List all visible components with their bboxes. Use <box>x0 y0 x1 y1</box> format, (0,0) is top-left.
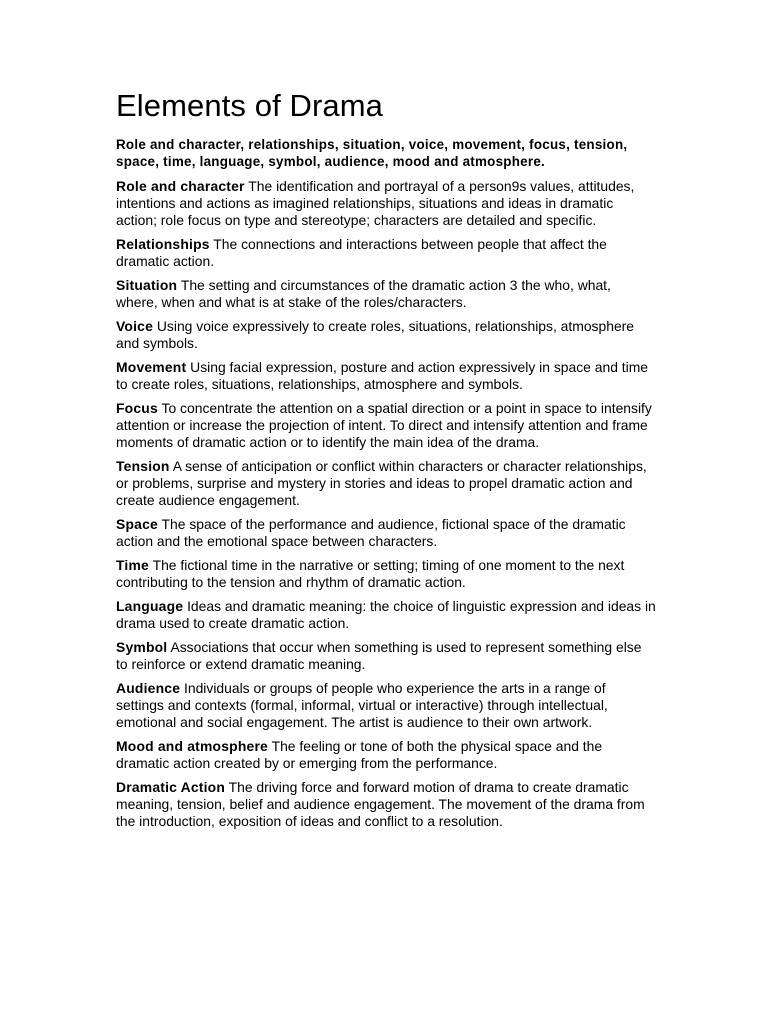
entry-term: Language <box>116 598 184 614</box>
entry-space <box>116 516 656 550</box>
entry-voice <box>116 318 656 352</box>
page-title: Elements of Drama <box>116 88 384 123</box>
entry-definition: The driving force and forward motion of drama to create dramatic meaning, tension, belief and audience engagement. The movement of the drama from the introduction, exposition of ideas and conflict to a resolution. <box>116 779 645 829</box>
entry-definition: Associations that occur when something is used to represent something else to reinforce or extend dramatic meaning. <box>116 639 642 672</box>
entry-audience <box>116 680 656 731</box>
entry-term: Tension <box>116 458 170 474</box>
entry-language <box>116 598 656 632</box>
entry-term: Relationships <box>116 236 210 252</box>
entry-definition: The fictional time in the narrative or setting; timing of one moment to the next contributing to the tension and rhythm of dramatic action. <box>116 557 625 590</box>
entry-definition: The feeling or tone of both the physical space and the dramatic action created by or emerging from the performance. <box>116 738 603 771</box>
entry-dramatic-action <box>116 779 656 830</box>
entry-definition: Using facial expression, posture and action expressively in space and time to create roles, situations, relationships, atmosphere and symbols. <box>116 359 649 392</box>
entry-situation <box>116 277 656 311</box>
entry-term: Voice <box>116 318 154 334</box>
entry-definition: The connections and interactions between people that affect the dramatic action. <box>116 236 607 269</box>
entry-term: Role and character <box>116 178 245 194</box>
entry-time <box>116 557 656 591</box>
entry-term: Space <box>116 516 158 532</box>
entry-definition: The setting and circumstances of the dramatic action 3 the who, what, where, when and what is at stake of the roles/characters. <box>116 277 611 310</box>
entry-term: Mood and atmosphere <box>116 738 268 754</box>
entry-definition: The space of the performance and audience, fictional space of the dramatic action and the emotional space between characters. <box>116 516 626 549</box>
entry-role-and-character <box>116 178 656 229</box>
entry-definition: To concentrate the attention on a spatial direction or a point in space to intensify attention or increase the projection of intent. To direct and intensify attention and frame moments of dramatic action or to identify the main idea of the drama. <box>116 400 652 450</box>
entry-definition: Individuals or groups of people who experience the arts in a range of settings and contexts (formal, informal, virtual or interactive) through intellectual, emotional and social engagement. The artist is audience to their own artwork. <box>116 680 608 730</box>
entry-tension <box>116 458 656 509</box>
entry-focus <box>116 400 656 451</box>
entry-symbol <box>116 639 656 673</box>
entry-term: Movement <box>116 359 187 375</box>
entry-term: Dramatic Action <box>116 779 226 795</box>
intro-summary: Role and character, relationships, situation, voice, movement, focus, tension, space, time, language, symbol, audience, mood and atmosphere. <box>116 137 628 169</box>
entry-relationships <box>116 236 656 270</box>
entry-movement <box>116 359 656 393</box>
entry-term: Time <box>116 557 149 573</box>
entry-term: Focus <box>116 400 158 416</box>
entry-mood-and-atmosphere <box>116 738 656 772</box>
entry-definition: Ideas and dramatic meaning: the choice of linguistic expression and ideas in drama used to create dramatic action. <box>116 598 656 631</box>
entry-term: Symbol <box>116 639 168 655</box>
entry-definition: Using voice expressively to create roles, situations, relationships, atmosphere and symbols. <box>116 318 635 351</box>
document-page <box>116 86 656 837</box>
entry-term: Audience <box>116 680 181 696</box>
entry-definition: A sense of anticipation or conflict within characters or character relationships, or problems, surprise and mystery in stories and ideas to propel dramatic action and create audience engagement. <box>116 458 647 508</box>
entry-term: Situation <box>116 277 178 293</box>
entry-definition: The identification and portrayal of a person9s values, attitudes, intentions and actions as imagined relationships, situations and ideas in dramatic action; role focus on type and stereotype; characters are detailed and specific. <box>116 178 635 228</box>
